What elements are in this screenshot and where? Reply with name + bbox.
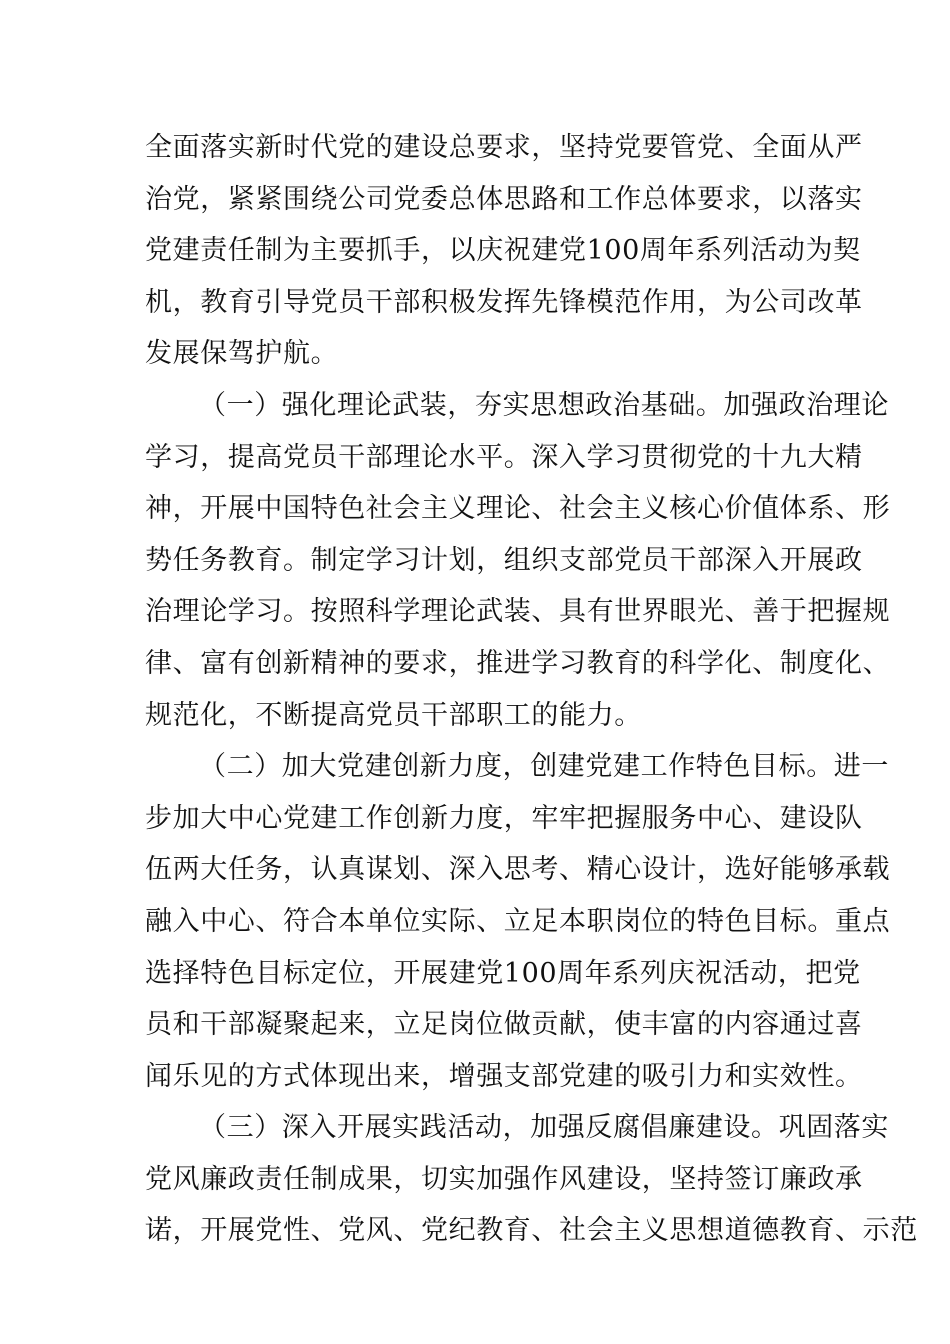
paragraph-2-line: 伍两大任务，认真谋划、深入思考、精心设计，选好能够承载 (145, 854, 891, 886)
paragraph-intro-line: 发展保驾护航。 (145, 338, 339, 370)
paragraph-3-line: 诺，开展党性、党风、党纪教育、社会主义思想道德教育、示范 (145, 1215, 918, 1247)
paragraph-2-line: 步加大中心党建工作创新力度，牢牢把握服务中心、建设队 (145, 802, 863, 834)
paragraph-1-line: 律、富有创新精神的要求，推进学习教育的科学化、制度化、 (145, 647, 891, 679)
paragraph-1-line: 治理论学习。按照科学理论武装、具有世界眼光、善于把握规 (145, 596, 891, 628)
paragraph-2-line: 选择特色目标定位，开展建党100周年系列庆祝活动，把党 (145, 957, 861, 989)
paragraph-intro-line: 全面落实新时代党的建设总要求，坚持党要管党、全面从严 (145, 132, 863, 163)
paragraph-1-line: 势任务教育。制定学习计划，组织支部党员干部深入开展政 (145, 544, 863, 576)
document-body (145, 122, 918, 1257)
paragraph-3-line: 党风廉政责任制成果，切实加强作风建设，坚持签订廉政承 (145, 1163, 863, 1195)
paragraph-1-line: （一）强化理论武装，夯实思想政治基础。加强政治理论 (199, 389, 889, 421)
paragraph-intro-line: 治党，紧紧围绕公司党委总体思路和工作总体要求，以落实 (145, 183, 863, 215)
paragraph-2-line: 融入中心、符合本单位实际、立足本职岗位的特色目标。重点 (145, 905, 891, 937)
paragraph-1-line: 规范化，不断提高党员干部职工的能力。 (145, 699, 642, 731)
paragraph-2-line: 闻乐见的方式体现出来，增强支部党建的吸引力和实效性。 (145, 1060, 863, 1092)
paragraph-1-line: 学习，提高党员干部理论水平。深入学习贯彻党的十九大精 (145, 441, 863, 473)
paragraph-2-line: （二）加大党建创新力度，创建党建工作特色目标。进一 (199, 751, 889, 783)
paragraph-2-line: 员和干部凝聚起来，立足岗位做贡献，使丰富的内容通过喜 (145, 1009, 863, 1041)
paragraph-1-line: 神，开展中国特色社会主义理论、社会主义核心价值体系、形 (145, 493, 891, 525)
paragraph-3-line: （三）深入开展实践活动，加强反腐倡廉建设。巩固落实 (199, 1112, 889, 1144)
paragraph-intro-line: 机，教育引导党员干部积极发挥先锋模范作用，为公司改革 (145, 286, 863, 318)
paragraph-intro-line: 党建责任制为主要抓手，以庆祝建党100周年系列活动为契 (145, 235, 861, 267)
